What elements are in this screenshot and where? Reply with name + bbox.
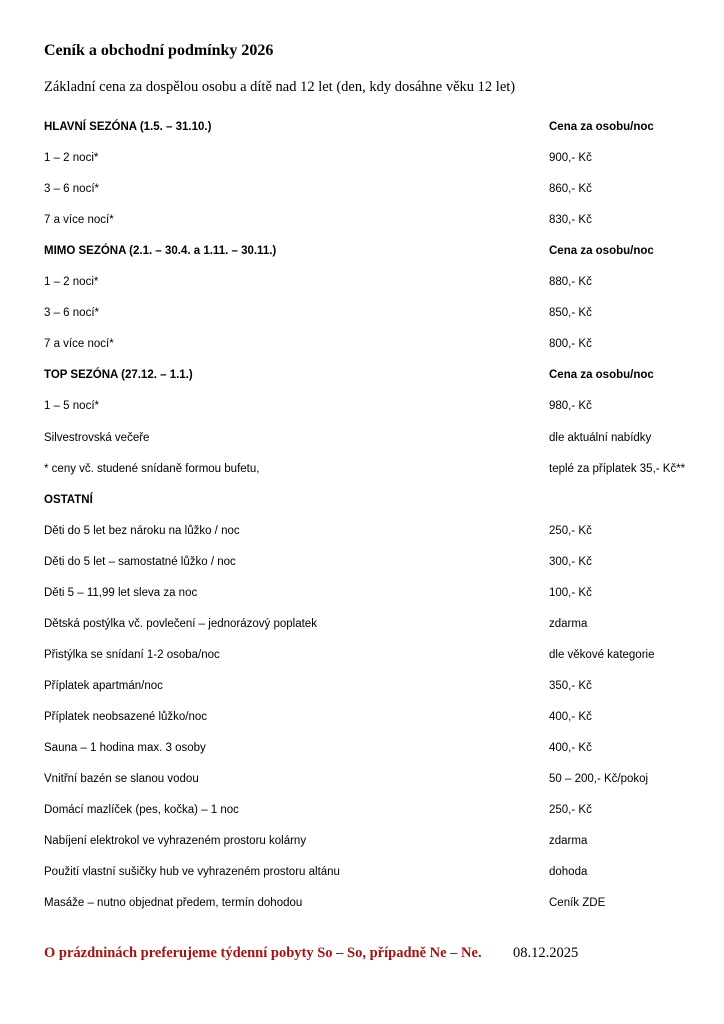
- item-price: dle věkové kategorie: [549, 648, 655, 661]
- price-row: [44, 801, 684, 819]
- section-header-row: [44, 118, 684, 136]
- section-header-row: [44, 242, 684, 260]
- price-row: [44, 460, 684, 478]
- section-title: OSTATNÍ: [44, 493, 93, 506]
- item-label: Masáže – nutno objednat předem, termín dohodou: [44, 897, 303, 910]
- item-label: Nabíjení elektrokol ve vyhrazeném prostoru kolárny: [44, 835, 307, 848]
- price-row: [44, 304, 684, 322]
- price-row: [44, 149, 684, 167]
- price-row: [44, 211, 684, 229]
- item-price: 800,- Kč: [549, 338, 592, 351]
- item-price: 300,- Kč: [549, 555, 592, 568]
- footer-date: 08.12.2025: [513, 945, 579, 961]
- item-price: 880,- Kč: [549, 276, 592, 289]
- price-row: [44, 180, 684, 198]
- page-title: Ceník a obchodní podmínky 2026: [44, 42, 274, 59]
- item-label: Vnitřní bazén se slanou vodou: [44, 773, 199, 786]
- item-price: 830,- Kč: [549, 214, 592, 227]
- price-row: [44, 708, 684, 726]
- item-label: * ceny vč. studené snídaně formou bufetu,: [44, 462, 260, 475]
- item-price: dle aktuální nabídky: [549, 431, 652, 444]
- item-label: 1 – 2 noci*: [44, 152, 99, 165]
- price-row: [44, 770, 684, 788]
- section-header-row: [44, 491, 684, 509]
- item-label: Použití vlastní sušičky hub ve vyhrazeném prostoru altánu: [44, 866, 340, 879]
- item-price: 850,- Kč: [549, 307, 592, 320]
- column-header-price: Cena za osobu/noc: [549, 245, 654, 258]
- item-price: 250,- Kč: [549, 524, 592, 537]
- price-row: [44, 584, 684, 602]
- item-label: Děti do 5 let bez nároku na lůžko / noc: [44, 524, 240, 537]
- section-title: HLAVNÍ SEZÓNA (1.5. – 31.10.): [44, 121, 212, 133]
- item-label: Děti 5 – 11,99 let sleva za noc: [44, 586, 198, 599]
- page-subtitle: Základní cena za dospělou osobu a dítě nad 12 let (den, kdy dosáhne věku 12 let): [44, 79, 516, 95]
- footer-note: O prázdninách preferujeme týdenní pobyty So – So, případně Ne – Ne.: [44, 945, 482, 961]
- price-row: [44, 397, 684, 415]
- column-header-price: Cena za osobu/noc: [549, 369, 654, 382]
- section-header-row: [44, 366, 684, 384]
- price-row: [44, 894, 684, 912]
- item-label: Domácí mazlíček (pes, kočka) – 1 noc: [44, 804, 239, 817]
- item-label: 3 – 6 nocí*: [44, 307, 99, 320]
- item-price: 400,- Kč: [549, 710, 592, 723]
- item-label: 1 – 5 nocí*: [44, 400, 99, 413]
- item-label: Děti do 5 let – samostatné lůžko / noc: [44, 555, 236, 568]
- item-price: zdarma: [549, 617, 588, 630]
- price-row: [44, 429, 684, 447]
- item-label: 7 a více nocí*: [44, 214, 114, 227]
- item-label: 1 – 2 noci*: [44, 276, 99, 289]
- footer: [44, 945, 579, 962]
- item-price: zdarma: [549, 835, 588, 848]
- item-price: Ceník ZDE: [549, 897, 606, 910]
- item-price: 100,- Kč: [549, 586, 592, 599]
- column-header-price: Cena za osobu/noc: [549, 121, 654, 133]
- item-price: 900,- Kč: [549, 152, 592, 165]
- item-label: Příplatek neobsazené lůžko/noc: [44, 710, 208, 723]
- price-row: [44, 863, 684, 881]
- item-price: 980,- Kč: [549, 400, 592, 413]
- item-price: teplé za příplatek 35,- Kč**: [549, 462, 686, 475]
- item-label: Sauna – 1 hodina max. 3 osoby: [44, 742, 206, 754]
- item-price: 350,- Kč: [549, 679, 592, 692]
- price-row: [44, 677, 684, 695]
- price-row: [44, 832, 684, 850]
- item-label: 7 a více nocí*: [44, 338, 114, 351]
- item-label: Příplatek apartmán/noc: [44, 679, 163, 692]
- item-price: 50 – 200,- Kč/pokoj: [549, 773, 649, 786]
- item-price: 400,- Kč: [549, 742, 592, 754]
- price-row: [44, 335, 684, 353]
- price-row: [44, 739, 684, 757]
- price-row: [44, 522, 684, 540]
- section-title: TOP SEZÓNA (27.12. – 1.1.): [44, 369, 193, 382]
- item-price: 250,- Kč: [549, 804, 592, 817]
- price-row: [44, 646, 684, 664]
- price-row: [44, 273, 684, 291]
- price-row: [44, 615, 684, 633]
- item-label: Přistýlka se snídaní 1-2 osoba/noc: [44, 648, 220, 661]
- item-price: dohoda: [549, 866, 588, 879]
- item-label: 3 – 6 nocí*: [44, 183, 99, 196]
- item-label: Silvestrovská večeře: [44, 431, 150, 444]
- price-row: [44, 553, 684, 571]
- section-title: MIMO SEZÓNA (2.1. – 30.4. a 1.11. – 30.11.): [44, 245, 277, 258]
- item-price: 860,- Kč: [549, 183, 592, 196]
- item-label: Dětská postýlka vč. povlečení – jednorázový poplatek: [44, 617, 317, 630]
